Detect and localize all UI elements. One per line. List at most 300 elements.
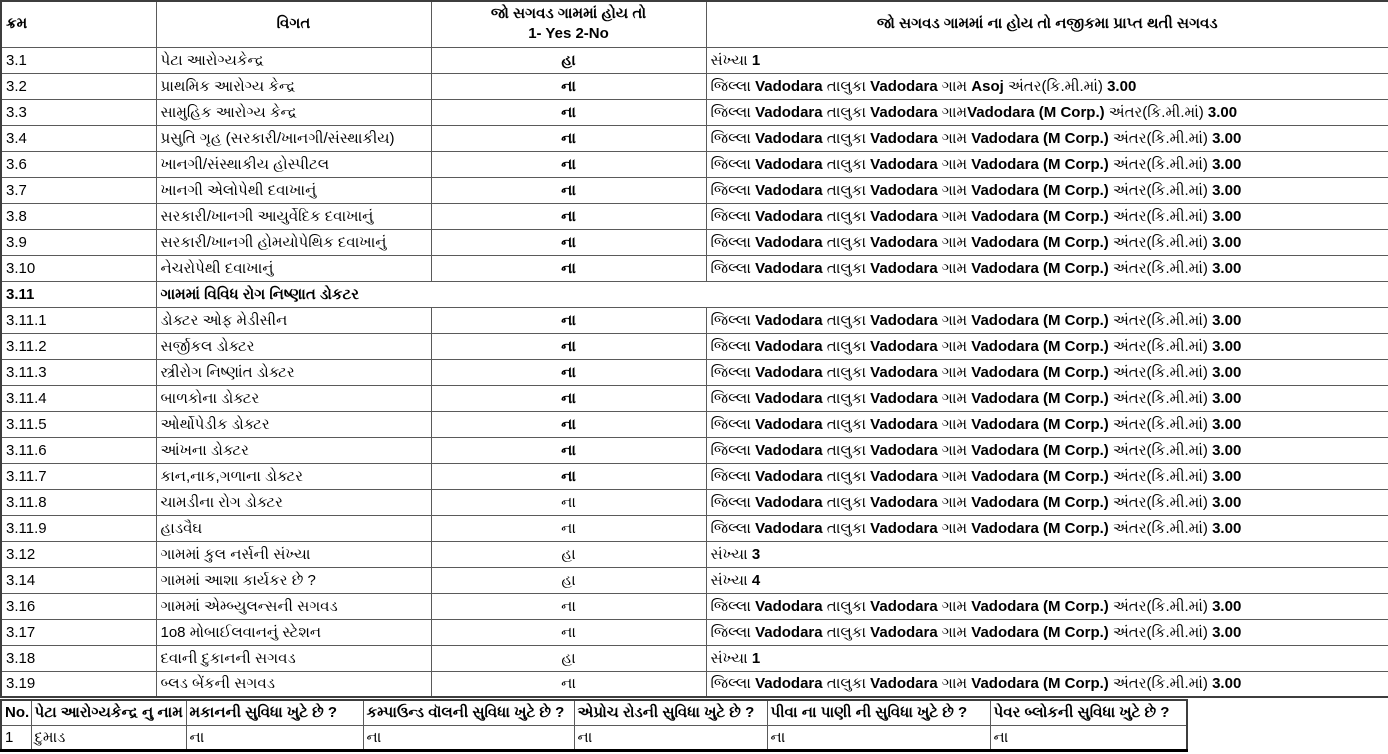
nearby-label-text: અંતર(કિ.મી.માં) bbox=[1108, 259, 1213, 277]
cell-detail: ગામમાં એમ્બ્યુલન્સની સગવડ bbox=[156, 593, 431, 619]
nearby-value-text: 3.00 bbox=[1207, 103, 1238, 121]
nearby-value-text: 3.00 bbox=[1212, 389, 1242, 407]
nearby-label-text: ગામ bbox=[937, 155, 972, 173]
cell-nearby-facility bbox=[706, 307, 1388, 333]
table-row-3.2 bbox=[1, 73, 1388, 99]
cell-nearby-facility bbox=[706, 463, 1388, 489]
nearby-label-text: અંતર(કિ.મી.માં) bbox=[1108, 363, 1213, 381]
nearby-value-text: 3.00 bbox=[1212, 129, 1242, 147]
nearby-value-text: Vadodara (M Corp.) bbox=[971, 181, 1109, 199]
nearby-label-text: અંતર(કિ.મી.માં) bbox=[1104, 103, 1208, 121]
cell-serial: 3.11.6 bbox=[1, 437, 156, 463]
cell-detail: આંખના ડોક્ટર bbox=[156, 437, 431, 463]
cell-yesno-value: ના bbox=[431, 125, 706, 151]
cell-nearby-facility bbox=[706, 99, 1388, 125]
sub-table-body bbox=[1, 725, 1187, 750]
nearby-label-text: ગામ bbox=[937, 311, 972, 329]
nearby-label-text: ગામ bbox=[937, 623, 972, 641]
nearby-label-text: ગામ bbox=[937, 675, 972, 693]
nearby-label-text: તાલુકા bbox=[822, 155, 871, 173]
sub-health-centre-table bbox=[0, 699, 1188, 752]
cell-nearby-facility bbox=[706, 437, 1388, 463]
sub-header-cell: એપ્રોચ રોડની સુવિધા ખુટે છે ? bbox=[574, 700, 767, 725]
nearby-value-text: Vadodara bbox=[870, 597, 938, 615]
nearby-label-text: જિલ્લા bbox=[710, 415, 756, 433]
nearby-label-text: તાલુકા bbox=[822, 311, 871, 329]
nearby-value-text: 3.00 bbox=[1212, 415, 1242, 433]
table-row-3.11 bbox=[1, 281, 1388, 307]
nearby-value-text: Asoj bbox=[971, 77, 1004, 95]
nearby-label-text: તાલુકા bbox=[822, 493, 871, 511]
nearby-value-text: 3.00 bbox=[1212, 675, 1242, 693]
cell-serial: 3.16 bbox=[1, 593, 156, 619]
cell-nearby-facility bbox=[706, 359, 1388, 385]
nearby-label-text: તાલુકા bbox=[822, 207, 871, 225]
nearby-label-text: તાલુકા bbox=[822, 363, 871, 381]
cell-yesno-value: ના bbox=[431, 463, 706, 489]
cell-detail: બાળકોના ડોક્ટર bbox=[156, 385, 431, 411]
nearby-value-text: Vadodara bbox=[755, 675, 823, 693]
nearby-label-text: તાલુકા bbox=[822, 415, 871, 433]
cell-detail: ગામમાં આશા કાર્યકર છે ? bbox=[156, 567, 431, 593]
cell-yesno-value: ના bbox=[431, 593, 706, 619]
nearby-label-text: જિલ્લા bbox=[710, 181, 756, 199]
nearby-label-text: અંતર(કિ.મી.માં) bbox=[1108, 207, 1213, 225]
nearby-value-text: Vadodara (M Corp.) bbox=[971, 467, 1109, 485]
nearby-value-text: 3.00 bbox=[1212, 363, 1242, 381]
sub-header-cell: મકાનની સુવિધા ખુટે છે ? bbox=[186, 700, 363, 725]
cell-serial: 3.14 bbox=[1, 567, 156, 593]
cell-yesno-value: ના bbox=[431, 229, 706, 255]
nearby-value-text: Vadodara bbox=[870, 441, 938, 459]
nearby-label-text: જિલ્લા bbox=[710, 337, 756, 355]
main-table-header-row bbox=[1, 1, 1388, 47]
nearby-label-text: ગામ bbox=[937, 337, 972, 355]
nearby-value-text: Vadodara (M Corp.) bbox=[971, 337, 1109, 355]
nearby-label-text: ગામ bbox=[937, 415, 972, 433]
nearby-label-text: તાલુકા bbox=[822, 675, 871, 693]
nearby-label-text: ગામ bbox=[937, 363, 972, 381]
nearby-label-text: અંતર(કિ.મી.માં) bbox=[1108, 493, 1213, 511]
cell-nearby-facility bbox=[706, 619, 1388, 645]
nearby-label-text: ગામ bbox=[937, 129, 972, 147]
nearby-label-text: તાલુકા bbox=[822, 441, 871, 459]
nearby-value-text: 3.00 bbox=[1212, 623, 1242, 641]
nearby-value-text: Vadodara (M Corp.) bbox=[971, 623, 1109, 641]
cell-serial: 3.19 bbox=[1, 671, 156, 697]
nearby-value-text: Vadodara bbox=[755, 129, 823, 147]
nearby-value-text: Vadodara bbox=[870, 233, 938, 251]
nearby-label-text: જિલ્લા bbox=[710, 259, 756, 277]
cell-nearby-facility bbox=[706, 177, 1388, 203]
nearby-label-text: અંતર(કિ.મી.માં) bbox=[1108, 181, 1213, 199]
cell-yesno-value: ના bbox=[431, 671, 706, 697]
nearby-value-text: Vadodara bbox=[755, 441, 823, 459]
nearby-label-text: તાલુકા bbox=[822, 597, 871, 615]
cell-yesno-value: ના bbox=[431, 203, 706, 229]
nearby-value-text: Vadodara (M Corp.) bbox=[971, 675, 1109, 693]
nearby-value-text: 4 bbox=[751, 571, 761, 589]
nearby-label-text: તાલુકા bbox=[822, 181, 871, 199]
sub-header-cell: પીવા ના પાણી ની સુવિધા ખુટે છે ? bbox=[767, 700, 990, 725]
cell-yesno-value: ના bbox=[431, 151, 706, 177]
header-detail: વિગત bbox=[156, 1, 431, 47]
sub-header-cell: પેટા આરોગ્યકેન્દ્ર નુ નામ bbox=[31, 700, 186, 725]
nearby-value-text: Vadodara bbox=[755, 207, 823, 225]
cell-serial: 3.4 bbox=[1, 125, 156, 151]
nearby-label-text: ગામ bbox=[937, 441, 972, 459]
nearby-value-text: Vadodara bbox=[870, 415, 938, 433]
cell-detail: પેટા આરોગ્યકેન્દ્ર bbox=[156, 47, 431, 73]
main-table-header bbox=[1, 1, 1388, 47]
cell-detail: ડોક્ટર ઓફ મેડીસીન bbox=[156, 307, 431, 333]
nearby-label-text: જિલ્લા bbox=[710, 467, 756, 485]
cell-detail: 1o8 મોબાઈલવાનનું સ્ટેશન bbox=[156, 619, 431, 645]
sub-table-cell: ના bbox=[990, 725, 1187, 750]
cell-detail: સરકારી/ખાનગી આયુર્વેદિક દવાખાનું bbox=[156, 203, 431, 229]
nearby-label-text: જિલ્લા bbox=[710, 155, 756, 173]
cell-detail: સામુહિક આરોગ્ય કેન્દ્ર bbox=[156, 99, 431, 125]
nearby-value-text: Vadodara bbox=[755, 77, 823, 95]
nearby-value-text: Vadodara bbox=[870, 129, 938, 147]
nearby-label-text: અંતર(કિ.મી.માં) bbox=[1108, 233, 1213, 251]
nearby-label-text: જિલ્લા bbox=[710, 207, 756, 225]
cell-nearby-facility bbox=[706, 489, 1388, 515]
cell-detail: ગામમાં કુલ નર્સની સંખ્યા bbox=[156, 541, 431, 567]
table-row-3.11.4 bbox=[1, 385, 1388, 411]
cell-yesno-value: ના bbox=[431, 255, 706, 281]
sub-table-cell: ના bbox=[574, 725, 767, 750]
nearby-value-text: 1 bbox=[751, 649, 761, 667]
nearby-label-text: તાલુકા bbox=[822, 623, 871, 641]
table-row-3.19 bbox=[1, 671, 1388, 697]
nearby-label-text: જિલ્લા bbox=[710, 597, 756, 615]
nearby-value-text: Vadodara (M Corp.) bbox=[971, 389, 1109, 407]
nearby-label-text: અંતર(કિ.મી.માં) bbox=[1108, 311, 1213, 329]
nearby-value-text: Vadodara bbox=[755, 259, 823, 277]
table-row-3.10 bbox=[1, 255, 1388, 281]
nearby-label-text: અંતર(કિ.મી.માં) bbox=[1108, 597, 1213, 615]
cell-detail: પ્રાથમિક આરોગ્ય કેન્દ્ર bbox=[156, 73, 431, 99]
nearby-label-text: અંતર(કિ.મી.માં) bbox=[1108, 415, 1213, 433]
nearby-label-text: તાલુકા bbox=[822, 519, 871, 537]
header-yesno-line1: જો સગવડ ગામમાં હોય તો bbox=[490, 5, 647, 22]
table-row-3.6 bbox=[1, 151, 1388, 177]
cell-nearby-facility bbox=[706, 385, 1388, 411]
nearby-value-text: 3.00 bbox=[1212, 207, 1242, 225]
cell-detail: નેચરોપેથી દવાખાનું bbox=[156, 255, 431, 281]
nearby-label-text: ગામ bbox=[937, 207, 972, 225]
nearby-value-text: 3 bbox=[751, 545, 761, 563]
cell-yesno-value: ના bbox=[431, 359, 706, 385]
cell-nearby-facility bbox=[706, 255, 1388, 281]
header-yesno-line2: 1- Yes 2-No bbox=[528, 25, 609, 43]
table-row-3.16 bbox=[1, 593, 1388, 619]
header-serial: ક્રમ bbox=[1, 1, 156, 47]
cell-serial: 3.11.2 bbox=[1, 333, 156, 359]
table-row-3.12 bbox=[1, 541, 1388, 567]
nearby-value-text: 3.00 bbox=[1212, 467, 1242, 485]
nearby-label-text: જિલ્લા bbox=[710, 675, 756, 693]
cell-nearby-facility bbox=[706, 151, 1388, 177]
nearby-value-text: Vadodara (M Corp.) bbox=[971, 311, 1109, 329]
nearby-value-text: Vadodara bbox=[755, 311, 823, 329]
cell-nearby-facility bbox=[706, 515, 1388, 541]
nearby-label-text: અંતર(કિ.મી.માં) bbox=[1108, 155, 1213, 173]
cell-serial: 3.10 bbox=[1, 255, 156, 281]
cell-nearby-facility bbox=[706, 47, 1388, 73]
cell-nearby-facility bbox=[706, 333, 1388, 359]
nearby-value-text: Vadodara bbox=[870, 311, 938, 329]
nearby-label-text: અંતર(કિ.મી.માં) bbox=[1108, 519, 1213, 537]
nearby-value-text: 3.00 bbox=[1212, 493, 1242, 511]
table-row-3.11.6 bbox=[1, 437, 1388, 463]
nearby-value-text: Vadodara bbox=[870, 623, 938, 641]
cell-yesno-value: હા bbox=[431, 47, 706, 73]
nearby-label-text: તાલુકા bbox=[822, 259, 871, 277]
cell-nearby-facility bbox=[706, 229, 1388, 255]
table-row-3.8 bbox=[1, 203, 1388, 229]
sub-table-header-row bbox=[1, 700, 1187, 725]
cell-yesno-value: હા bbox=[431, 541, 706, 567]
nearby-value-text: Vadodara (M Corp.) bbox=[971, 493, 1109, 511]
cell-serial: 3.2 bbox=[1, 73, 156, 99]
cell-yesno-value: ના bbox=[431, 307, 706, 333]
nearby-value-text: Vadodara (M Corp.) bbox=[971, 207, 1109, 225]
table-row-3.11.5 bbox=[1, 411, 1388, 437]
nearby-value-text: Vadodara bbox=[755, 181, 823, 199]
cell-detail: ઓર્થોપેડીક ડોક્ટર bbox=[156, 411, 431, 437]
nearby-value-text: Vadodara bbox=[755, 389, 823, 407]
cell-detail: ખાનગી/સંસ્થાકીય હોસ્પીટલ bbox=[156, 151, 431, 177]
nearby-value-text: Vadodara bbox=[755, 155, 823, 173]
nearby-label-text: અંતર(કિ.મી.માં) bbox=[1108, 441, 1213, 459]
cell-yesno-value: હા bbox=[431, 645, 706, 671]
nearby-value-text: Vadodara bbox=[870, 207, 938, 225]
cell-serial: 3.3 bbox=[1, 99, 156, 125]
nearby-value-text: 3.00 bbox=[1212, 259, 1242, 277]
nearby-value-text: Vadodara (M Corp.) bbox=[967, 103, 1105, 121]
sub-table-cell: દુમાડ bbox=[31, 725, 186, 750]
cell-nearby-facility bbox=[706, 125, 1388, 151]
nearby-label-text: અંતર(કિ.મી.માં) bbox=[1108, 129, 1213, 147]
nearby-value-text: 3.00 bbox=[1107, 77, 1137, 95]
cell-serial: 3.11.5 bbox=[1, 411, 156, 437]
nearby-value-text: Vadodara bbox=[755, 519, 823, 537]
sub-table-header bbox=[1, 700, 1187, 725]
nearby-label-text: અંતર(કિ.મી.માં) bbox=[1108, 467, 1213, 485]
cell-serial: 3.11.8 bbox=[1, 489, 156, 515]
table-row-3.11.9 bbox=[1, 515, 1388, 541]
cell-yesno-value: ના bbox=[431, 333, 706, 359]
cell-detail: બ્લડ બેંકની સગવડ bbox=[156, 671, 431, 697]
cell-serial: 3.12 bbox=[1, 541, 156, 567]
nearby-value-text: 3.00 bbox=[1212, 155, 1242, 173]
nearby-label-text: સંખ્યા bbox=[710, 649, 752, 667]
cell-nearby-facility bbox=[706, 567, 1388, 593]
main-table-body bbox=[1, 47, 1388, 697]
cell-nearby-facility bbox=[706, 541, 1388, 567]
nearby-label-text: તાલુકા bbox=[822, 389, 871, 407]
nearby-label-text: ગામ bbox=[937, 103, 968, 121]
table-row-3.11.1 bbox=[1, 307, 1388, 333]
cell-serial: 3.11.4 bbox=[1, 385, 156, 411]
nearby-value-text: Vadodara bbox=[870, 181, 938, 199]
nearby-label-text: ગામ bbox=[937, 493, 972, 511]
cell-yesno-value: ના bbox=[431, 177, 706, 203]
nearby-label-text: તાલુકા bbox=[822, 103, 871, 121]
nearby-value-text: Vadodara bbox=[870, 389, 938, 407]
nearby-value-text: Vadodara bbox=[755, 103, 823, 121]
cell-yesno-value: ના bbox=[431, 515, 706, 541]
nearby-value-text: Vadodara (M Corp.) bbox=[971, 441, 1109, 459]
table-row-3.11.8 bbox=[1, 489, 1388, 515]
nearby-value-text: Vadodara bbox=[870, 77, 938, 95]
nearby-value-text: Vadodara bbox=[755, 233, 823, 251]
nearby-label-text: સંખ્યા bbox=[710, 545, 752, 563]
cell-serial: 3.11.3 bbox=[1, 359, 156, 385]
nearby-value-text: 3.00 bbox=[1212, 441, 1242, 459]
nearby-label-text: જિલ્લા bbox=[710, 519, 756, 537]
cell-nearby-facility bbox=[706, 411, 1388, 437]
cell-detail: હાડવૈઘ bbox=[156, 515, 431, 541]
nearby-value-text: Vadodara bbox=[755, 597, 823, 615]
sub-table-cell: 1 bbox=[1, 725, 31, 750]
cell-serial: 3.9 bbox=[1, 229, 156, 255]
nearby-label-text: જિલ્લા bbox=[710, 311, 756, 329]
cell-nearby-facility bbox=[706, 593, 1388, 619]
nearby-label-text: જિલ્લા bbox=[710, 389, 756, 407]
cell-serial: 3.6 bbox=[1, 151, 156, 177]
cell-yesno-value: ના bbox=[431, 99, 706, 125]
nearby-value-text: Vadodara (M Corp.) bbox=[971, 415, 1109, 433]
nearby-label-text: અંતર(કિ.મી.માં) bbox=[1108, 389, 1213, 407]
nearby-value-text: 3.00 bbox=[1212, 311, 1242, 329]
sub-header-cell: No. bbox=[1, 700, 31, 725]
nearby-value-text: Vadodara bbox=[870, 103, 938, 121]
nearby-value-text: Vadodara bbox=[870, 155, 938, 173]
cell-detail: સરકારી/ખાનગી હોમયોપેથિક દવાખાનું bbox=[156, 229, 431, 255]
nearby-label-text: જિલ્લા bbox=[710, 363, 756, 381]
header-nearby-facility: જો સગવડ ગામમાં ના હોય તો નજીકમા પ્રાપ્ત થતી સગવડ bbox=[706, 1, 1388, 47]
cell-serial: 3.8 bbox=[1, 203, 156, 229]
cell-detail: કાન,નાક,ગળાના ડોક્ટર bbox=[156, 463, 431, 489]
sub-table-cell: ના bbox=[186, 725, 363, 750]
nearby-value-text: Vadodara (M Corp.) bbox=[971, 155, 1109, 173]
nearby-value-text: Vadodara (M Corp.) bbox=[971, 363, 1109, 381]
nearby-label-text: અંતર(કિ.મી.માં) bbox=[1108, 337, 1213, 355]
nearby-value-text: Vadodara bbox=[870, 363, 938, 381]
cell-nearby-facility bbox=[706, 671, 1388, 697]
header-yesno bbox=[431, 1, 706, 47]
nearby-label-text: અંતર(કિ.મી.માં) bbox=[1003, 77, 1108, 95]
nearby-value-text: 3.00 bbox=[1212, 233, 1242, 251]
nearby-value-text: Vadodara bbox=[870, 259, 938, 277]
cell-nearby-facility bbox=[706, 645, 1388, 671]
table-row-3.3 bbox=[1, 99, 1388, 125]
nearby-value-text: Vadodara bbox=[755, 363, 823, 381]
nearby-label-text: જિલ્લા bbox=[710, 623, 756, 641]
table-row-3.11.7 bbox=[1, 463, 1388, 489]
nearby-label-text: તાલુકા bbox=[822, 129, 871, 147]
nearby-label-text: જિલ્લા bbox=[710, 103, 756, 121]
nearby-label-text: તાલુકા bbox=[822, 467, 871, 485]
cell-detail: સ્ત્રીરોગ નિષ્ણાંત ડોક્ટર bbox=[156, 359, 431, 385]
nearby-label-text: ગામ bbox=[937, 597, 972, 615]
nearby-value-text: 3.00 bbox=[1212, 181, 1242, 199]
nearby-label-text: ગામ bbox=[937, 467, 972, 485]
table-row-3.11.2 bbox=[1, 333, 1388, 359]
cell-detail: સર્જીકલ ડોક્ટર bbox=[156, 333, 431, 359]
nearby-label-text: સંખ્યા bbox=[710, 51, 752, 69]
nearby-label-text: ગામ bbox=[937, 233, 972, 251]
cell-yesno-value: ના bbox=[431, 489, 706, 515]
nearby-label-text: ગામ bbox=[937, 389, 972, 407]
nearby-label-text: ગામ bbox=[937, 259, 972, 277]
sub-header-cell: પેવર બ્લોકની સુવિધા ખુટે છે ? bbox=[990, 700, 1187, 725]
sub-table-cell: ના bbox=[767, 725, 990, 750]
nearby-label-text: તાલુકા bbox=[822, 77, 871, 95]
nearby-value-text: Vadodara (M Corp.) bbox=[971, 597, 1109, 615]
cell-serial: 3.11 bbox=[1, 281, 156, 307]
cell-serial: 3.11.7 bbox=[1, 463, 156, 489]
nearby-value-text: Vadodara bbox=[755, 623, 823, 641]
table-row-3.18 bbox=[1, 645, 1388, 671]
nearby-value-text: Vadodara bbox=[870, 519, 938, 537]
cell-serial: 3.18 bbox=[1, 645, 156, 671]
nearby-value-text: 3.00 bbox=[1212, 597, 1242, 615]
cell-serial: 3.1 bbox=[1, 47, 156, 73]
sub-table-row bbox=[1, 725, 1187, 750]
nearby-value-text: Vadodara bbox=[870, 467, 938, 485]
table-row-3.17 bbox=[1, 619, 1388, 645]
nearby-label-text: તાલુકા bbox=[822, 233, 871, 251]
cell-yesno-value: હા bbox=[431, 567, 706, 593]
table-row-3.7 bbox=[1, 177, 1388, 203]
nearby-value-text: Vadodara (M Corp.) bbox=[971, 259, 1109, 277]
nearby-value-text: Vadodara (M Corp.) bbox=[971, 519, 1109, 537]
table-row-3.14 bbox=[1, 567, 1388, 593]
nearby-value-text: Vadodara (M Corp.) bbox=[971, 129, 1109, 147]
cell-detail: ખાનગી એલોપેથી દવાખાનું bbox=[156, 177, 431, 203]
nearby-label-text: ગામ bbox=[937, 519, 972, 537]
table-row-3.11.3 bbox=[1, 359, 1388, 385]
nearby-value-text: Vadodara bbox=[755, 493, 823, 511]
cell-detail: પ્રસુતિ ગૃહ (સરકારી/ખાનગી/સંસ્થાકીય) bbox=[156, 125, 431, 151]
nearby-label-text: જિલ્લા bbox=[710, 129, 756, 147]
nearby-value-text: 3.00 bbox=[1212, 519, 1242, 537]
cell-serial: 3.11.9 bbox=[1, 515, 156, 541]
nearby-label-text: અંતર(કિ.મી.માં) bbox=[1108, 623, 1213, 641]
table-row-3.1 bbox=[1, 47, 1388, 73]
nearby-label-text: જિલ્લા bbox=[710, 77, 756, 95]
cell-yesno-value: ના bbox=[431, 73, 706, 99]
nearby-label-text: ગામ bbox=[937, 77, 972, 95]
nearby-value-text: Vadodara bbox=[870, 337, 938, 355]
cell-yesno-value: ના bbox=[431, 411, 706, 437]
nearby-value-text: 3.00 bbox=[1212, 337, 1242, 355]
sub-header-cell: કમ્પાઉન્ડ વૉલની સુવિધા ખુટે છે ? bbox=[363, 700, 574, 725]
nearby-label-text: જિલ્લા bbox=[710, 493, 756, 511]
nearby-label-text: ગામ bbox=[937, 181, 972, 199]
cell-serial: 3.17 bbox=[1, 619, 156, 645]
cell-nearby-facility bbox=[706, 203, 1388, 229]
cell-yesno-value: ના bbox=[431, 385, 706, 411]
cell-section-title: ગામમાં વિવિધ રોગ નિષ્ણાત ડોકટર bbox=[156, 281, 1388, 307]
table-row-3.9 bbox=[1, 229, 1388, 255]
nearby-label-text: અંતર(કિ.મી.માં) bbox=[1108, 675, 1213, 693]
nearby-label-text: સંખ્યા bbox=[710, 571, 752, 589]
